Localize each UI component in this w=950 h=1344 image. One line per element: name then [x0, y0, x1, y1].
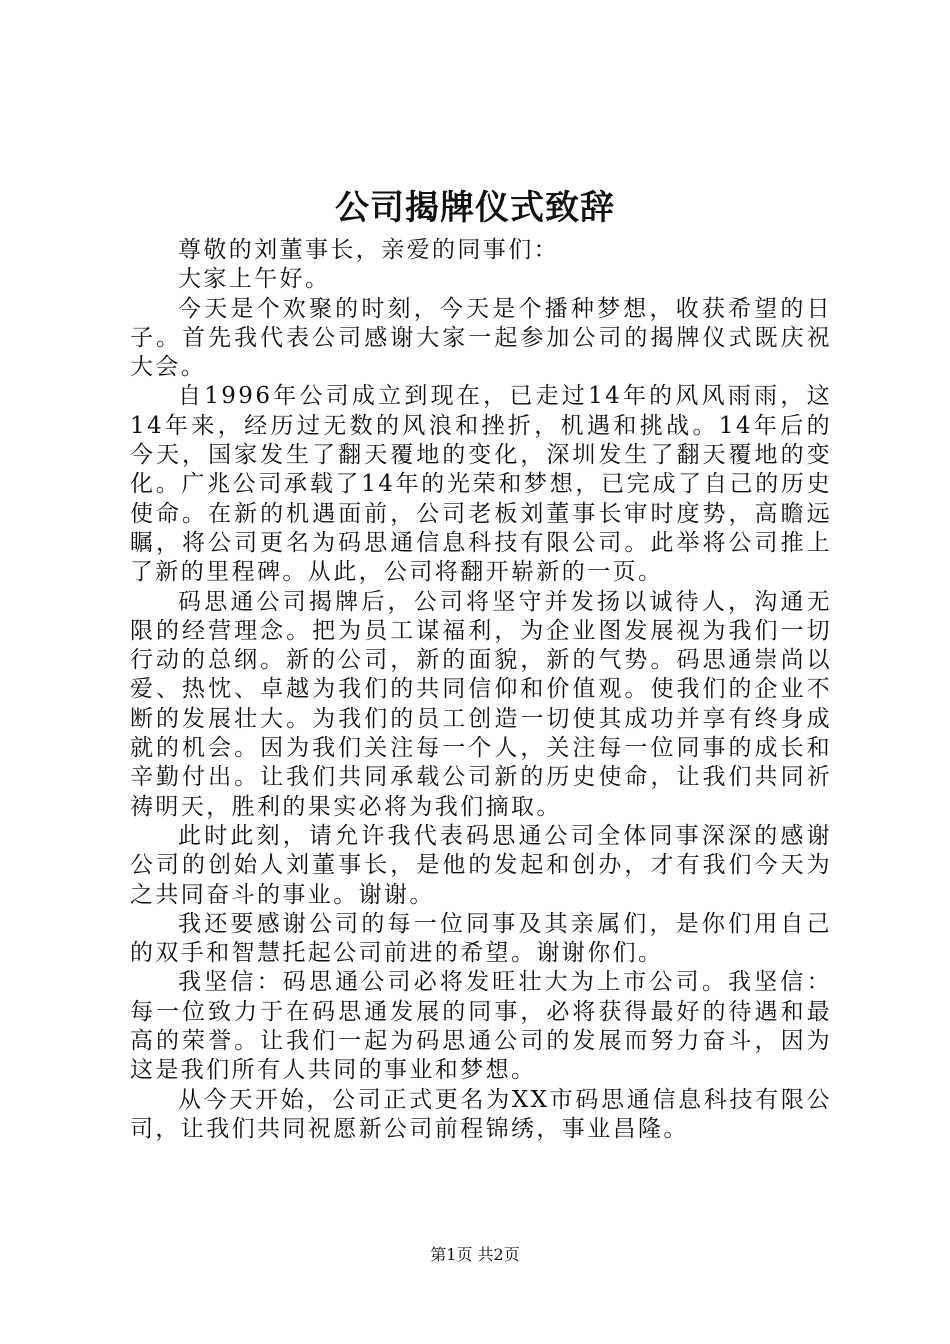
body-paragraph: 我还要感谢公司的每一位同事及其亲属们，是你们用自己的双手和智慧托起公司前进的希望。谢谢你们。 [130, 910, 832, 967]
greeting-paragraph: 大家上午好。 [178, 266, 331, 293]
salutation-paragraph: 尊敬的刘董事长，亲爱的同事们： [178, 237, 559, 263]
closing-paragraph: 从今天开始，公司正式更名为XX市码思通信息科技有限公司，让我们共同祝愿新公司前程锦绣，事业昌隆。 [130, 1086, 832, 1142]
page-number-footer: 第1页 共2页 [430, 1245, 520, 1264]
document-title: 公司揭牌仪式致辞 [335, 188, 615, 228]
body-paragraph: 此时此刻，请允许我代表码思通公司全体同事深深的感谢公司的创始人刘董事长，是他的发起和创办，才有我们今天为之共同奋斗的事业。谢谢。 [130, 822, 832, 908]
body-paragraph: 今天是个欢聚的时刻，今天是个播种梦想，收获希望的日子。首先我代表公司感谢大家一起参加公司的揭牌仪式既庆祝大会。 [130, 295, 832, 381]
body-paragraph: 码思通公司揭牌后，公司将坚守并发扬以诚待人，沟通无限的经营理念。把为员工谋福利，为企业图发展视为我们一切行动的总纲。新的公司，新的面貌，新的气势。码思通崇尚以爱、热忱、卓越为我们的共同信仰和价值观。使我们的企业不断的发展壮大。为我们的员工创造一切使其成功并享有终身成就的机会。因为我们关注每一个人，关注每一位同事的成长和辛勤付出。让我们共同承载公司新的历史使命，让我们共同祈祷明天，胜利的果实必将为我们摘取。 [130, 588, 832, 820]
document-body [130, 236, 832, 1144]
body-paragraph: 自1996年公司成立到现在，已走过14年的风风雨雨，这14年来，经历过无数的风浪和挫折，机遇和挑战。14年后的今天，国家发生了翻天覆地的变化，深圳发生了翻天覆地的变化。广兆公司承载了14年的光荣和梦想，已完成了自己的历史使命。在新的机遇面前，公司老板刘董事长审时度势，高瞻远瞩，将公司更名为码思通信息科技有限公司。此举将公司推上了新的里程碑。从此，公司将翻开崭新的一页。 [130, 383, 832, 586]
body-paragraph: 我坚信：码思通公司必将发旺壮大为上市公司。我坚信：每一位致力于在码思通发展的同事，必将获得最好的待遇和最高的荣誉。让我们一起为码思通公司的发展而努力奋斗，因为这是我们所有人共同的事业和梦想。 [130, 969, 832, 1084]
